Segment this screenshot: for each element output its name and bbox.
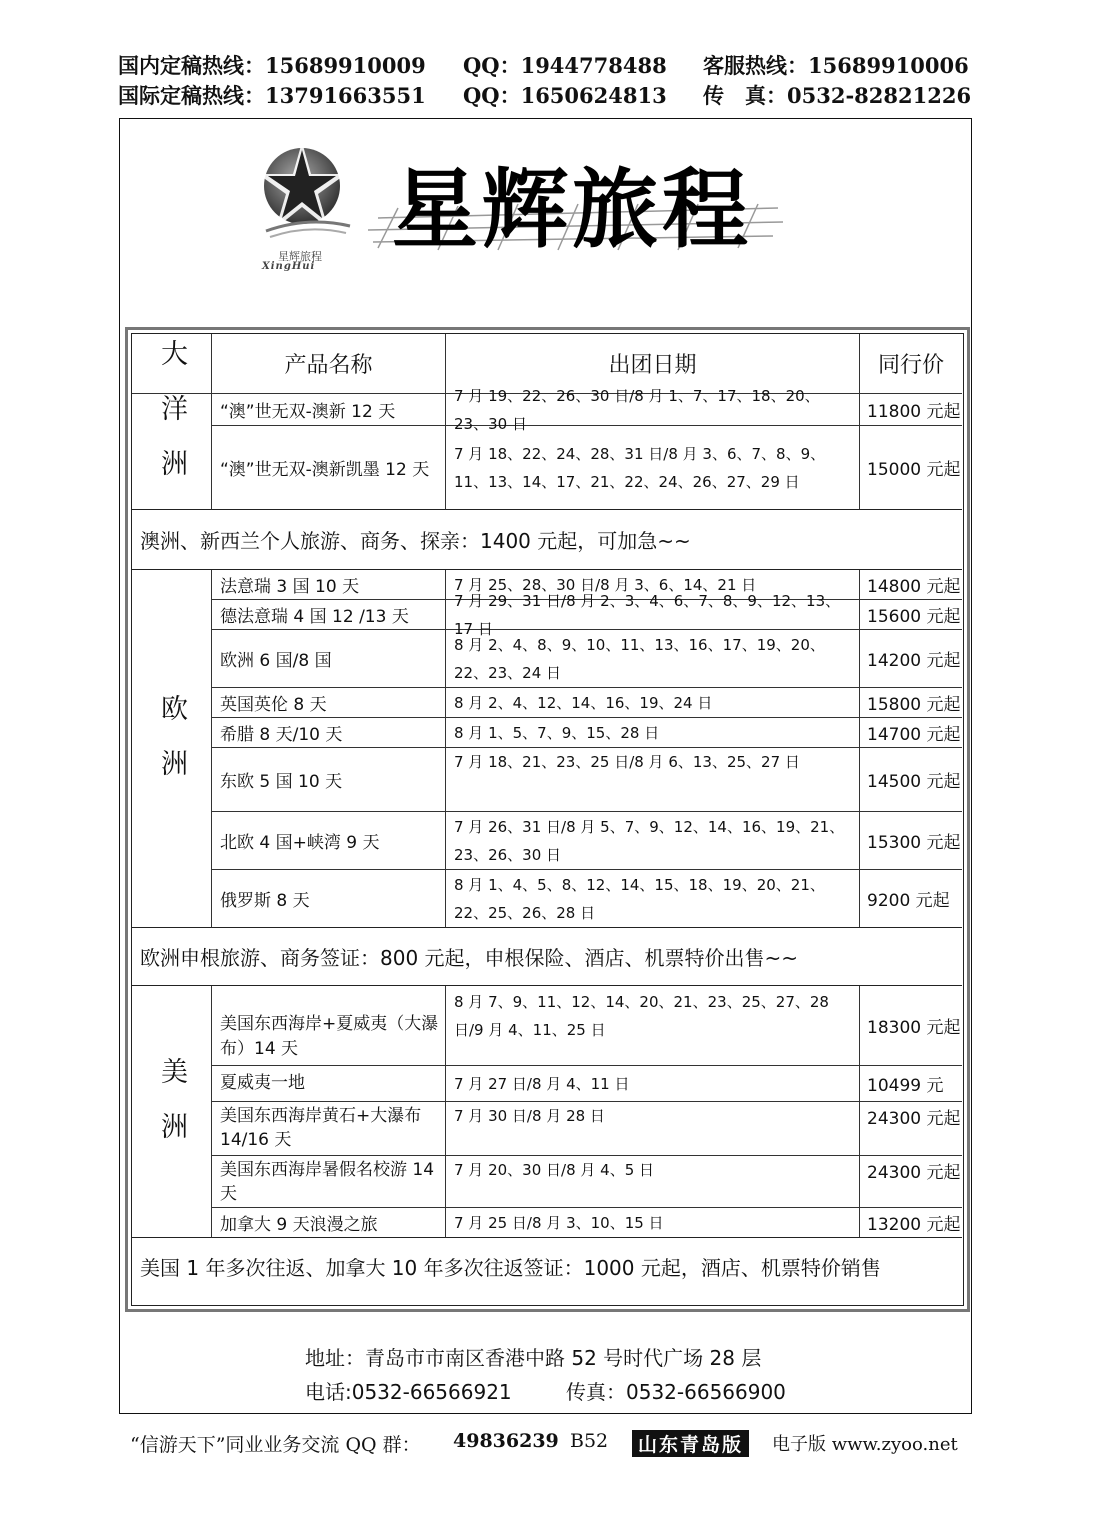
europe-product-8: 俄罗斯 8 天 (212, 870, 446, 928)
europe-product-6: 东欧 5 国 10 天 (212, 748, 446, 812)
oceania-price-1: 11800 元起 (860, 394, 962, 426)
america-product-4: 美国东西海岸暑假名校游 14 天 (212, 1156, 446, 1208)
oceania-product-1: “澳”世无双-澳新 12 天 (212, 394, 446, 426)
footer-page: B52 (570, 1430, 609, 1452)
europe-price-4: 15800 元起 (860, 688, 962, 718)
oceania-price-2: 15000 元起 (860, 426, 962, 510)
europe-dates-5: 8 月 1、5、7、9、15、28 日 (446, 718, 860, 748)
footer-slogan: “信游天下”同业业务交流 QQ 群： (130, 1434, 421, 1456)
america-dates-1: 8 月 7、9、11、12、14、20、21、23、25、27、28 日/9 月 4、11、25 日 (446, 986, 860, 1066)
america-price-5: 13200 元起 (860, 1208, 962, 1238)
footer-website[interactable]: 电子版 www.zyoo.net (772, 1434, 958, 1455)
europe-price-1: 14800 元起 (860, 570, 962, 600)
brand-title: 星辉旅程 (392, 160, 752, 260)
europe-product-7: 北欧 4 国+峡湾 9 天 (212, 812, 446, 870)
footer-qq-group: 49836239 (453, 1430, 559, 1452)
intl-qq: QQ：1650624813 (463, 83, 667, 108)
europe-price-5: 14700 元起 (860, 718, 962, 748)
domestic-qq: QQ：1944778488 (463, 53, 667, 78)
america-product-1: 美国东西海岸+夏威夷（大瀑布）14 天 (212, 986, 446, 1066)
america-note: 美国 1 年多次往返、加拿大 10 年多次往返签证：1000 元起，酒店、机票特价销售 (140, 1256, 881, 1280)
europe-dates-4: 8 月 2、4、12、14、16、19、24 日 (446, 688, 860, 718)
america-product-5: 加拿大 9 天浪漫之旅 (212, 1208, 446, 1238)
europe-dates-2: 7 月 29、31 日/8 月 2、3、4、6、7、8、9、12、13、17 日 (446, 600, 860, 630)
region-america: 美洲 (132, 986, 212, 1238)
america-price-4: 24300 元起 (860, 1156, 962, 1208)
europe-dates-7: 7 月 26、31 日/8 月 5、7、9、12、14、16、19、21、23、26、30 日 (446, 812, 860, 870)
logo-subtitle: XingHui (262, 261, 316, 272)
domestic-hotline: 国内定稿热线：15689910009 (118, 53, 426, 78)
oceania-dates-2: 7 月 18、22、24、28、31 日/8 月 3、6、7、8、9、11、13、14、17、21、22、24、26、27、29 日 (446, 426, 860, 510)
header-dates: 出团日期 (446, 334, 860, 394)
footer-edition-badge: 山东青岛版 (632, 1430, 749, 1457)
america-price-3: 24300 元起 (860, 1102, 962, 1156)
europe-price-7: 15300 元起 (860, 812, 962, 870)
europe-dates-1: 7 月 25、28、30 日/8 月 3、6、14、21 日 (446, 570, 860, 600)
fax-line: 传 真：0532-82821226 (703, 83, 972, 108)
logo-caption: 星辉旅程 (278, 250, 322, 263)
america-dates-2: 7 月 27 日/8 月 4、11 日 (446, 1066, 860, 1102)
oceania-note: 澳洲、新西兰个人旅游、商务、探亲：1400 元起，可加急~~ (132, 510, 962, 570)
fax-number: 传真：0532-66566900 (566, 1380, 786, 1404)
europe-dates-8: 8 月 1、4、5、8、12、14、15、18、19、20、21、22、25、26、28 日 (446, 870, 860, 928)
europe-product-1: 法意瑞 3 国 10 天 (212, 570, 446, 600)
europe-note: 欧洲申根旅游、商务签证：800 元起，申根保险、酒店、机票特价出售~~ (132, 928, 962, 986)
europe-price-3: 14200 元起 (860, 630, 962, 688)
header-product: 产品名称 (212, 334, 446, 394)
service-hotline: 客服热线：15689910006 (703, 53, 969, 78)
tour-table (131, 333, 964, 1306)
intl-hotline: 国际定稿热线：13791663551 (118, 83, 426, 108)
oceania-product-2: “澳”世无双-澳新凯墨 12 天 (212, 426, 446, 510)
region-oceania: 大洋洲 (132, 334, 212, 510)
america-dates-4: 7 月 20、30 日/8 月 4、5 日 (446, 1156, 860, 1208)
europe-product-3: 欧洲 6 国/8 国 (212, 630, 446, 688)
europe-dates-6: 7 月 18、21、23、25 日/8 月 6、13、25、27 日 (446, 748, 860, 812)
europe-price-2: 15600 元起 (860, 600, 962, 630)
europe-product-4: 英国英伦 8 天 (212, 688, 446, 718)
america-price-1: 18300 元起 (860, 986, 962, 1066)
phone-number: 电话:0532-66566921 (305, 1380, 512, 1404)
america-product-2: 夏威夷一地 (212, 1066, 446, 1102)
europe-product-2: 德法意瑞 4 国 12 /13 天 (212, 600, 446, 630)
america-dates-3: 7 月 30 日/8 月 28 日 (446, 1102, 860, 1156)
region-europe: 欧洲 (132, 570, 212, 928)
europe-product-5: 希腊 8 天/10 天 (212, 718, 446, 748)
europe-dates-3: 8 月 2、4、8、9、10、11、13、16、17、19、20、22、23、24 日 (446, 630, 860, 688)
america-dates-5: 7 月 25 日/8 月 3、10、15 日 (446, 1208, 860, 1238)
america-product-3: 美国东西海岸黄石+大瀑布 14/16 天 (212, 1102, 446, 1156)
address: 地址：青岛市市南区香港中路 52 号时代广场 28 层 (305, 1346, 762, 1370)
america-price-2: 10499 元 (860, 1066, 962, 1102)
europe-price-6: 14500 元起 (860, 748, 962, 812)
oceania-dates-1: 7 月 19、22、26、30 日/8 月 1、7、17、18、20、23、30 日 (446, 394, 860, 426)
europe-price-8: 9200 元起 (860, 870, 962, 928)
header-price: 同行价 (860, 334, 962, 394)
